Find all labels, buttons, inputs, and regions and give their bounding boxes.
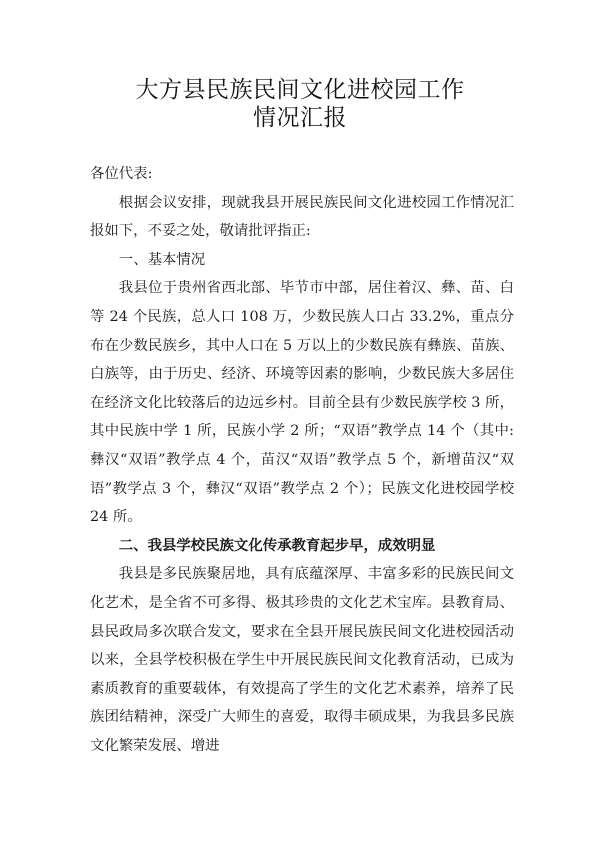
section-1-paragraph: 我县位于贵州省西北部、毕节市中部，居住着汉、彝、苗、白等 24 个民族，总人口 108 万，少数民族人口占 33.2%，重点分布在少数民族乡，其中人口在 5 万以上的少数民族有彝族、苗族、白族等，由于历史、经济、环境等因素的影响，少数民族大多居住在经济文化比较落后的边远乡村。目前全县有少数民族学校 3 所，其中民族中学 1 所，民族小学 2 所；“双语”教学点 14 个（其中:彝汉“双语”教学点 4 个，苗汉“双语”教学点 5 个，新增苗汉“双语”教学点 3 个，彝汉“双语”教学点 2 个）；民族文化进校园学校 24 所。 — [90, 280, 514, 526]
document-title-line-2: 情况汇报 — [253, 105, 347, 131]
salutation: 各位代表: — [90, 166, 153, 182]
document-body — [90, 160, 514, 760]
intro-paragraph: 根据会议安排，现就我县开展民族民间文化进校园工作情况汇报如下，不妥之处，敬请批评指正: — [90, 194, 514, 240]
section-2-paragraph: 我县是多民族聚居地，具有底蕴深厚、丰富多彩的民族民间文化艺术，是全省不可多得、极其珍贵的文化艺术宝库。县教育局、县民政局多次联合发文，要求在全县开展民族民间文化进校园活动以来，全县学校积极在学生中开展民族民间文化教育活动，已成为素质教育的重要载体，有效提高了学生的文化艺术素养，培养了民族团结精神，深受广大师生的喜爱，取得丰硕成果，为我县多民族文化繁荣发展、增进 — [90, 566, 514, 754]
section-2-heading: 二、我县学校民族文化传承教育起步早，成效明显 — [118, 537, 436, 554]
section-1-heading: 一、基本情况 — [118, 251, 206, 268]
document-title-line-1: 大方县民族民间文化进校园工作 — [135, 77, 465, 103]
